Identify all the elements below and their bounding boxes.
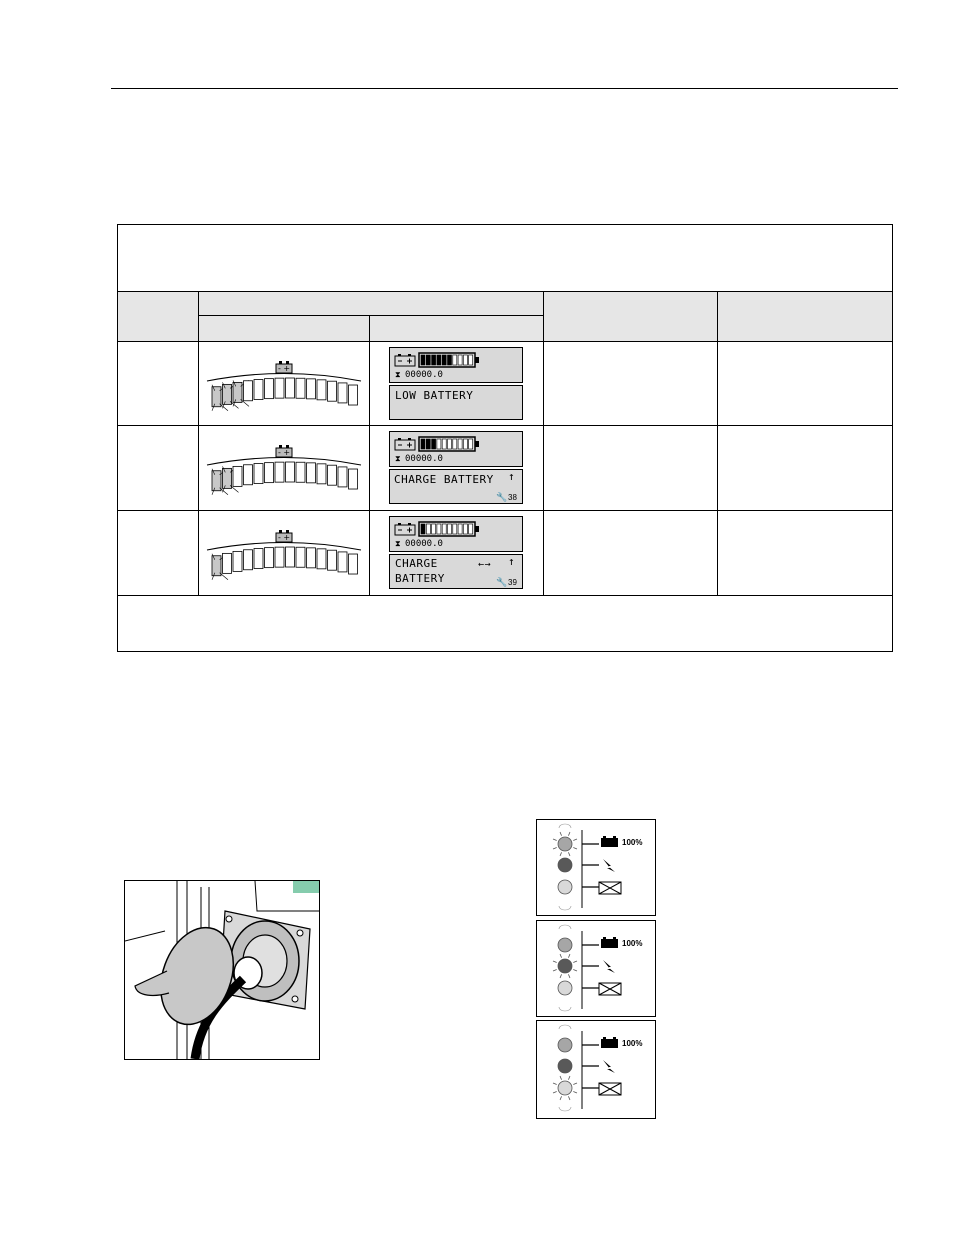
blink-ray xyxy=(560,974,562,978)
bar-segment xyxy=(296,378,305,398)
battery-symbol-icon xyxy=(276,445,292,457)
blink-ray xyxy=(553,1083,557,1085)
battery-level-gauge xyxy=(418,521,482,537)
blink-ray xyxy=(573,961,577,963)
charging-socket-illustration xyxy=(124,880,320,1060)
header-cell-action xyxy=(718,292,892,341)
gauge-segment xyxy=(432,524,436,534)
bar-segment xyxy=(317,464,326,484)
charging-bolt-icon xyxy=(603,960,615,973)
bar-segment xyxy=(233,466,242,486)
blink-ray xyxy=(573,969,577,971)
hourglass-icon: ⧗ xyxy=(395,539,401,548)
gauge-segment xyxy=(469,439,473,449)
blink-ray xyxy=(553,839,557,841)
blink-ray xyxy=(553,1091,557,1093)
hourglass-icon: ⧗ xyxy=(395,370,401,379)
lcd-message-line2: BATTERY xyxy=(395,572,445,585)
table-footer-cell xyxy=(118,596,892,651)
gauge-segment xyxy=(448,524,452,534)
bar-segment xyxy=(265,548,274,568)
gauge-segment xyxy=(453,355,457,365)
odometer-readout: 00000.0 xyxy=(405,370,443,380)
bar-segment xyxy=(233,551,242,571)
indicator-diagram xyxy=(537,1021,655,1116)
header-cell-meaning xyxy=(544,292,717,341)
blink-ray xyxy=(568,974,570,978)
blink-ray xyxy=(568,852,570,856)
lcd-message-line1: CHARGE xyxy=(395,557,438,570)
lcd-message-display xyxy=(389,469,523,504)
battery-bar-graph xyxy=(204,442,364,504)
bar-segment xyxy=(275,378,284,398)
gauge-segment xyxy=(421,439,425,449)
bar-segment xyxy=(286,547,295,567)
gauge-segment xyxy=(469,524,473,534)
blink-ray xyxy=(568,954,570,958)
header-cell-display xyxy=(199,292,543,315)
blink-ray xyxy=(220,573,228,580)
lcd-status-display xyxy=(389,516,523,552)
bar-segment xyxy=(307,379,316,399)
gauge-segment xyxy=(453,439,457,449)
table-row xyxy=(118,426,892,510)
bar-segment xyxy=(286,462,295,482)
gauge-segment xyxy=(437,355,441,365)
indicator-diagram xyxy=(537,820,655,915)
table-title-cell xyxy=(118,225,892,291)
gauge-segment xyxy=(458,355,462,365)
bar-segment xyxy=(328,550,337,570)
bar-segment xyxy=(328,465,337,485)
blink-ray xyxy=(573,847,577,849)
battery-indicator-table xyxy=(117,224,893,652)
indicator-led xyxy=(558,880,572,894)
arrow-up-icon: ↑ xyxy=(508,555,516,568)
battery-fault-icon xyxy=(599,882,621,894)
bar-segment xyxy=(296,547,305,567)
header-rule xyxy=(111,88,898,89)
bar-segment xyxy=(275,547,284,567)
gauge-segment xyxy=(469,355,473,365)
blink-ray xyxy=(560,954,562,958)
indicator-led xyxy=(558,1059,572,1073)
svg-text:- +: - + xyxy=(278,533,291,542)
gauge-segment xyxy=(426,439,430,449)
arrow-up-icon: ↑ xyxy=(508,470,516,483)
indicator-led xyxy=(558,981,572,995)
indicator-diagram xyxy=(537,921,655,1016)
bar-segment xyxy=(223,553,232,573)
blink-ray xyxy=(553,847,557,849)
battery-full-icon xyxy=(601,838,618,847)
bar-segment xyxy=(307,548,316,568)
blink-ray xyxy=(573,839,577,841)
full-charge-label: 100% xyxy=(622,838,643,847)
blink-ray xyxy=(560,832,562,836)
lcd-message: LOW BATTERY xyxy=(395,389,474,402)
hourglass-icon: ⧗ xyxy=(395,454,401,463)
battery-fault-icon xyxy=(599,1083,621,1095)
battery-bar-graph xyxy=(204,358,364,420)
gauge-segment xyxy=(463,439,467,449)
header-cell-condition xyxy=(118,292,198,341)
gauge-segment xyxy=(437,524,441,534)
gauge-segment xyxy=(458,439,462,449)
bar-segment xyxy=(338,383,347,403)
charging-bolt-icon xyxy=(603,859,615,872)
indicator-led xyxy=(558,1038,572,1052)
charging-bolt-icon xyxy=(603,1060,615,1073)
bar-segment xyxy=(265,379,274,399)
lcd-status-display xyxy=(389,347,523,383)
battery-full-icon xyxy=(601,939,618,948)
bar-segment xyxy=(275,462,284,482)
bar-segment xyxy=(244,465,253,485)
gauge-segment xyxy=(448,439,452,449)
blink-ray xyxy=(573,1083,577,1085)
bar-segment xyxy=(254,549,263,569)
bar-segment xyxy=(349,469,358,489)
blink-ray xyxy=(560,852,562,856)
bar-segment xyxy=(254,464,263,484)
battery-fault-icon xyxy=(599,983,621,995)
svg-text:- +: - + xyxy=(278,364,291,373)
charger-indicator-panel xyxy=(536,819,656,916)
bar-segment xyxy=(265,463,274,483)
bar-segment xyxy=(328,381,337,401)
lcd-message-display xyxy=(389,385,523,420)
battery-symbol-icon xyxy=(276,361,292,373)
gauge-segment xyxy=(442,355,446,365)
bar-segment xyxy=(349,554,358,574)
full-charge-label: 100% xyxy=(622,1039,643,1048)
table-row xyxy=(118,511,892,595)
header-cell-display-a xyxy=(199,316,369,341)
gauge-segment xyxy=(442,524,446,534)
indicator-led xyxy=(558,858,572,872)
battery-full-icon xyxy=(601,1039,618,1048)
gauge-segment xyxy=(432,439,436,449)
bar-segment xyxy=(244,381,253,401)
bar-segment xyxy=(296,462,305,482)
lcd-message-display xyxy=(389,554,523,589)
blink-ray xyxy=(553,969,557,971)
gauge-segment xyxy=(421,355,425,365)
battery-level-gauge xyxy=(418,436,482,452)
odometer-readout: 00000.0 xyxy=(405,454,443,464)
gauge-segment xyxy=(432,355,436,365)
blink-ray xyxy=(553,961,557,963)
blink-ray xyxy=(573,1091,577,1093)
left-right-arrows-icon: ←→ xyxy=(478,559,492,570)
gauge-segment xyxy=(463,524,467,534)
gauge-segment xyxy=(453,524,457,534)
gauge-segment xyxy=(421,524,425,534)
gauge-segment xyxy=(463,355,467,365)
fault-code: 39 xyxy=(508,578,517,587)
blink-ray xyxy=(568,1076,570,1080)
bar-segment xyxy=(338,552,347,572)
svg-text:- +: - + xyxy=(278,448,291,457)
gauge-segment xyxy=(426,355,430,365)
gauge-segment xyxy=(458,524,462,534)
bar-segment xyxy=(349,385,358,405)
indicator-led xyxy=(558,837,572,851)
table-row xyxy=(118,342,892,425)
bar-segment xyxy=(286,378,295,398)
full-charge-label: 100% xyxy=(622,939,643,948)
blink-ray xyxy=(568,1096,570,1100)
battery-bar-graph xyxy=(204,527,364,589)
fault-code: 38 xyxy=(508,493,517,502)
indicator-led xyxy=(558,938,572,952)
charger-indicator-panel xyxy=(536,920,656,1017)
wrench-icon: 🔧 xyxy=(496,577,508,587)
lcd-message: CHARGE BATTERY xyxy=(394,473,494,486)
gauge-segment xyxy=(426,524,430,534)
bar-segment xyxy=(254,380,263,400)
gauge-segment xyxy=(448,355,452,365)
battery-level-gauge xyxy=(418,352,482,368)
battery-symbol-icon xyxy=(276,530,292,542)
bar-segment xyxy=(307,463,316,483)
blink-ray xyxy=(560,1076,562,1080)
lcd-status-display xyxy=(389,431,523,467)
charger-indicator-panel xyxy=(536,1020,656,1119)
blink-ray xyxy=(568,832,570,836)
gauge-segment xyxy=(442,439,446,449)
indicator-led xyxy=(558,959,572,973)
bar-segment xyxy=(317,549,326,569)
bar-segment xyxy=(338,467,347,487)
blink-ray xyxy=(560,1096,562,1100)
bar-segment xyxy=(317,380,326,400)
indicator-led xyxy=(558,1081,572,1095)
header-cell-display-b xyxy=(370,316,543,341)
odometer-readout: 00000.0 xyxy=(405,539,443,549)
gauge-segment xyxy=(437,439,441,449)
wrench-icon: 🔧 xyxy=(496,492,508,502)
bar-segment xyxy=(244,550,253,570)
